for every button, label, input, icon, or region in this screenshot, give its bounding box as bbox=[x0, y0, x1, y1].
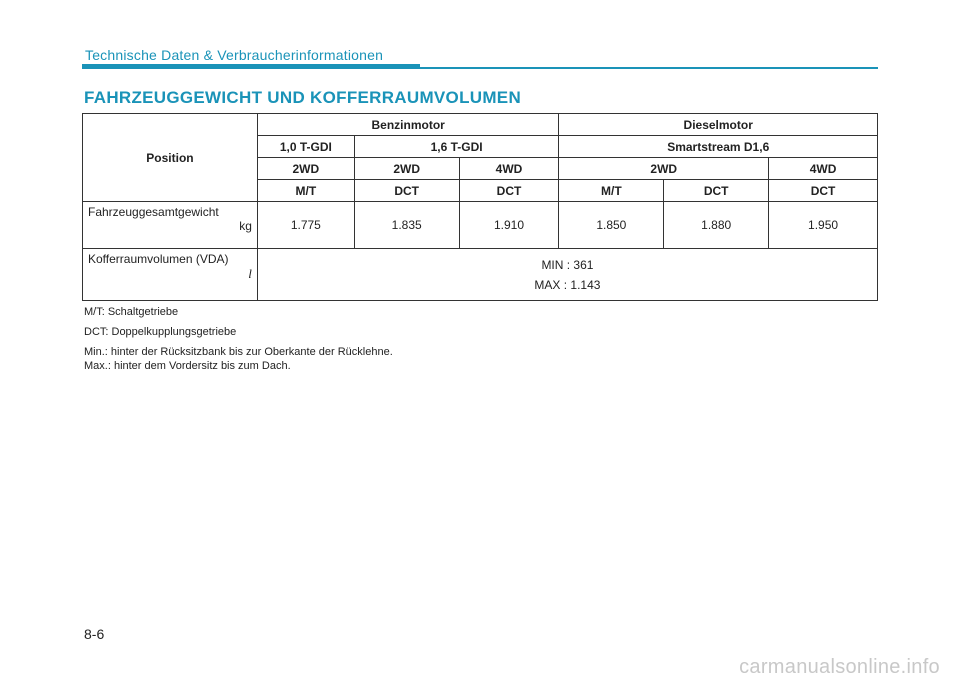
weight-unit: kg bbox=[239, 219, 252, 233]
page-title: FAHRZEUGGEWICHT UND KOFFERRAUMVOLUMEN bbox=[84, 88, 522, 107]
transmission-header: DCT bbox=[664, 180, 769, 202]
engine-header: 1,6 T-GDI bbox=[354, 136, 559, 158]
weight-value: 1.850 bbox=[559, 202, 664, 249]
footnote: Min.: hinter der Rücksitzbank bis zur Oberkante der Rücklehne. bbox=[84, 346, 393, 358]
fuel-type-diesel: Dieselmotor bbox=[559, 114, 878, 136]
transmission-header: M/T bbox=[559, 180, 664, 202]
drive-header: 2WD bbox=[257, 158, 354, 180]
footnotes bbox=[84, 305, 393, 373]
section-header-title: Technische Daten & Verbraucherinformationen bbox=[85, 47, 384, 63]
drive-header: 2WD bbox=[559, 158, 769, 180]
volume-value-cell bbox=[257, 249, 877, 301]
fuel-type-petrol: Benzinmotor bbox=[257, 114, 559, 136]
position-header: Position bbox=[83, 114, 258, 202]
weight-value: 1.880 bbox=[664, 202, 769, 249]
volume-unit: l bbox=[248, 266, 252, 281]
watermark: carmanualsonline.info bbox=[739, 656, 940, 678]
footnote: M/T: Schaltgetriebe bbox=[84, 306, 179, 318]
table-row bbox=[83, 202, 878, 249]
weight-label: Fahrzeuggesamtgewicht bbox=[88, 205, 219, 219]
volume-max: MAX : 1.143 bbox=[534, 277, 601, 292]
page-number: 8-6 bbox=[84, 626, 105, 642]
footnote: DCT: Doppelkupplungsgetriebe bbox=[84, 326, 237, 338]
volume-label-cell bbox=[83, 249, 258, 301]
transmission-header: DCT bbox=[459, 180, 559, 202]
weight-value: 1.835 bbox=[354, 202, 459, 249]
footnote: Max.: hinter dem Vordersitz bis zum Dach. bbox=[84, 360, 291, 372]
section-header-rule bbox=[82, 67, 878, 69]
drive-header: 4WD bbox=[459, 158, 559, 180]
volume-min: MIN : 361 bbox=[541, 257, 594, 272]
engine-header: 1,0 T-GDI bbox=[257, 136, 354, 158]
volume-label: Kofferraumvolumen (VDA) bbox=[88, 252, 229, 266]
weight-value: 1.950 bbox=[769, 202, 878, 249]
table-row bbox=[83, 249, 878, 301]
table-header-row bbox=[83, 114, 878, 136]
drive-header: 2WD bbox=[354, 158, 459, 180]
transmission-header: DCT bbox=[769, 180, 878, 202]
transmission-header: M/T bbox=[257, 180, 354, 202]
weight-value: 1.910 bbox=[459, 202, 559, 249]
transmission-header: DCT bbox=[354, 180, 459, 202]
weight-value: 1.775 bbox=[257, 202, 354, 249]
spec-table bbox=[82, 113, 878, 301]
weight-label-cell bbox=[83, 202, 258, 249]
drive-header: 4WD bbox=[769, 158, 878, 180]
engine-header: Smartstream D1,6 bbox=[559, 136, 878, 158]
